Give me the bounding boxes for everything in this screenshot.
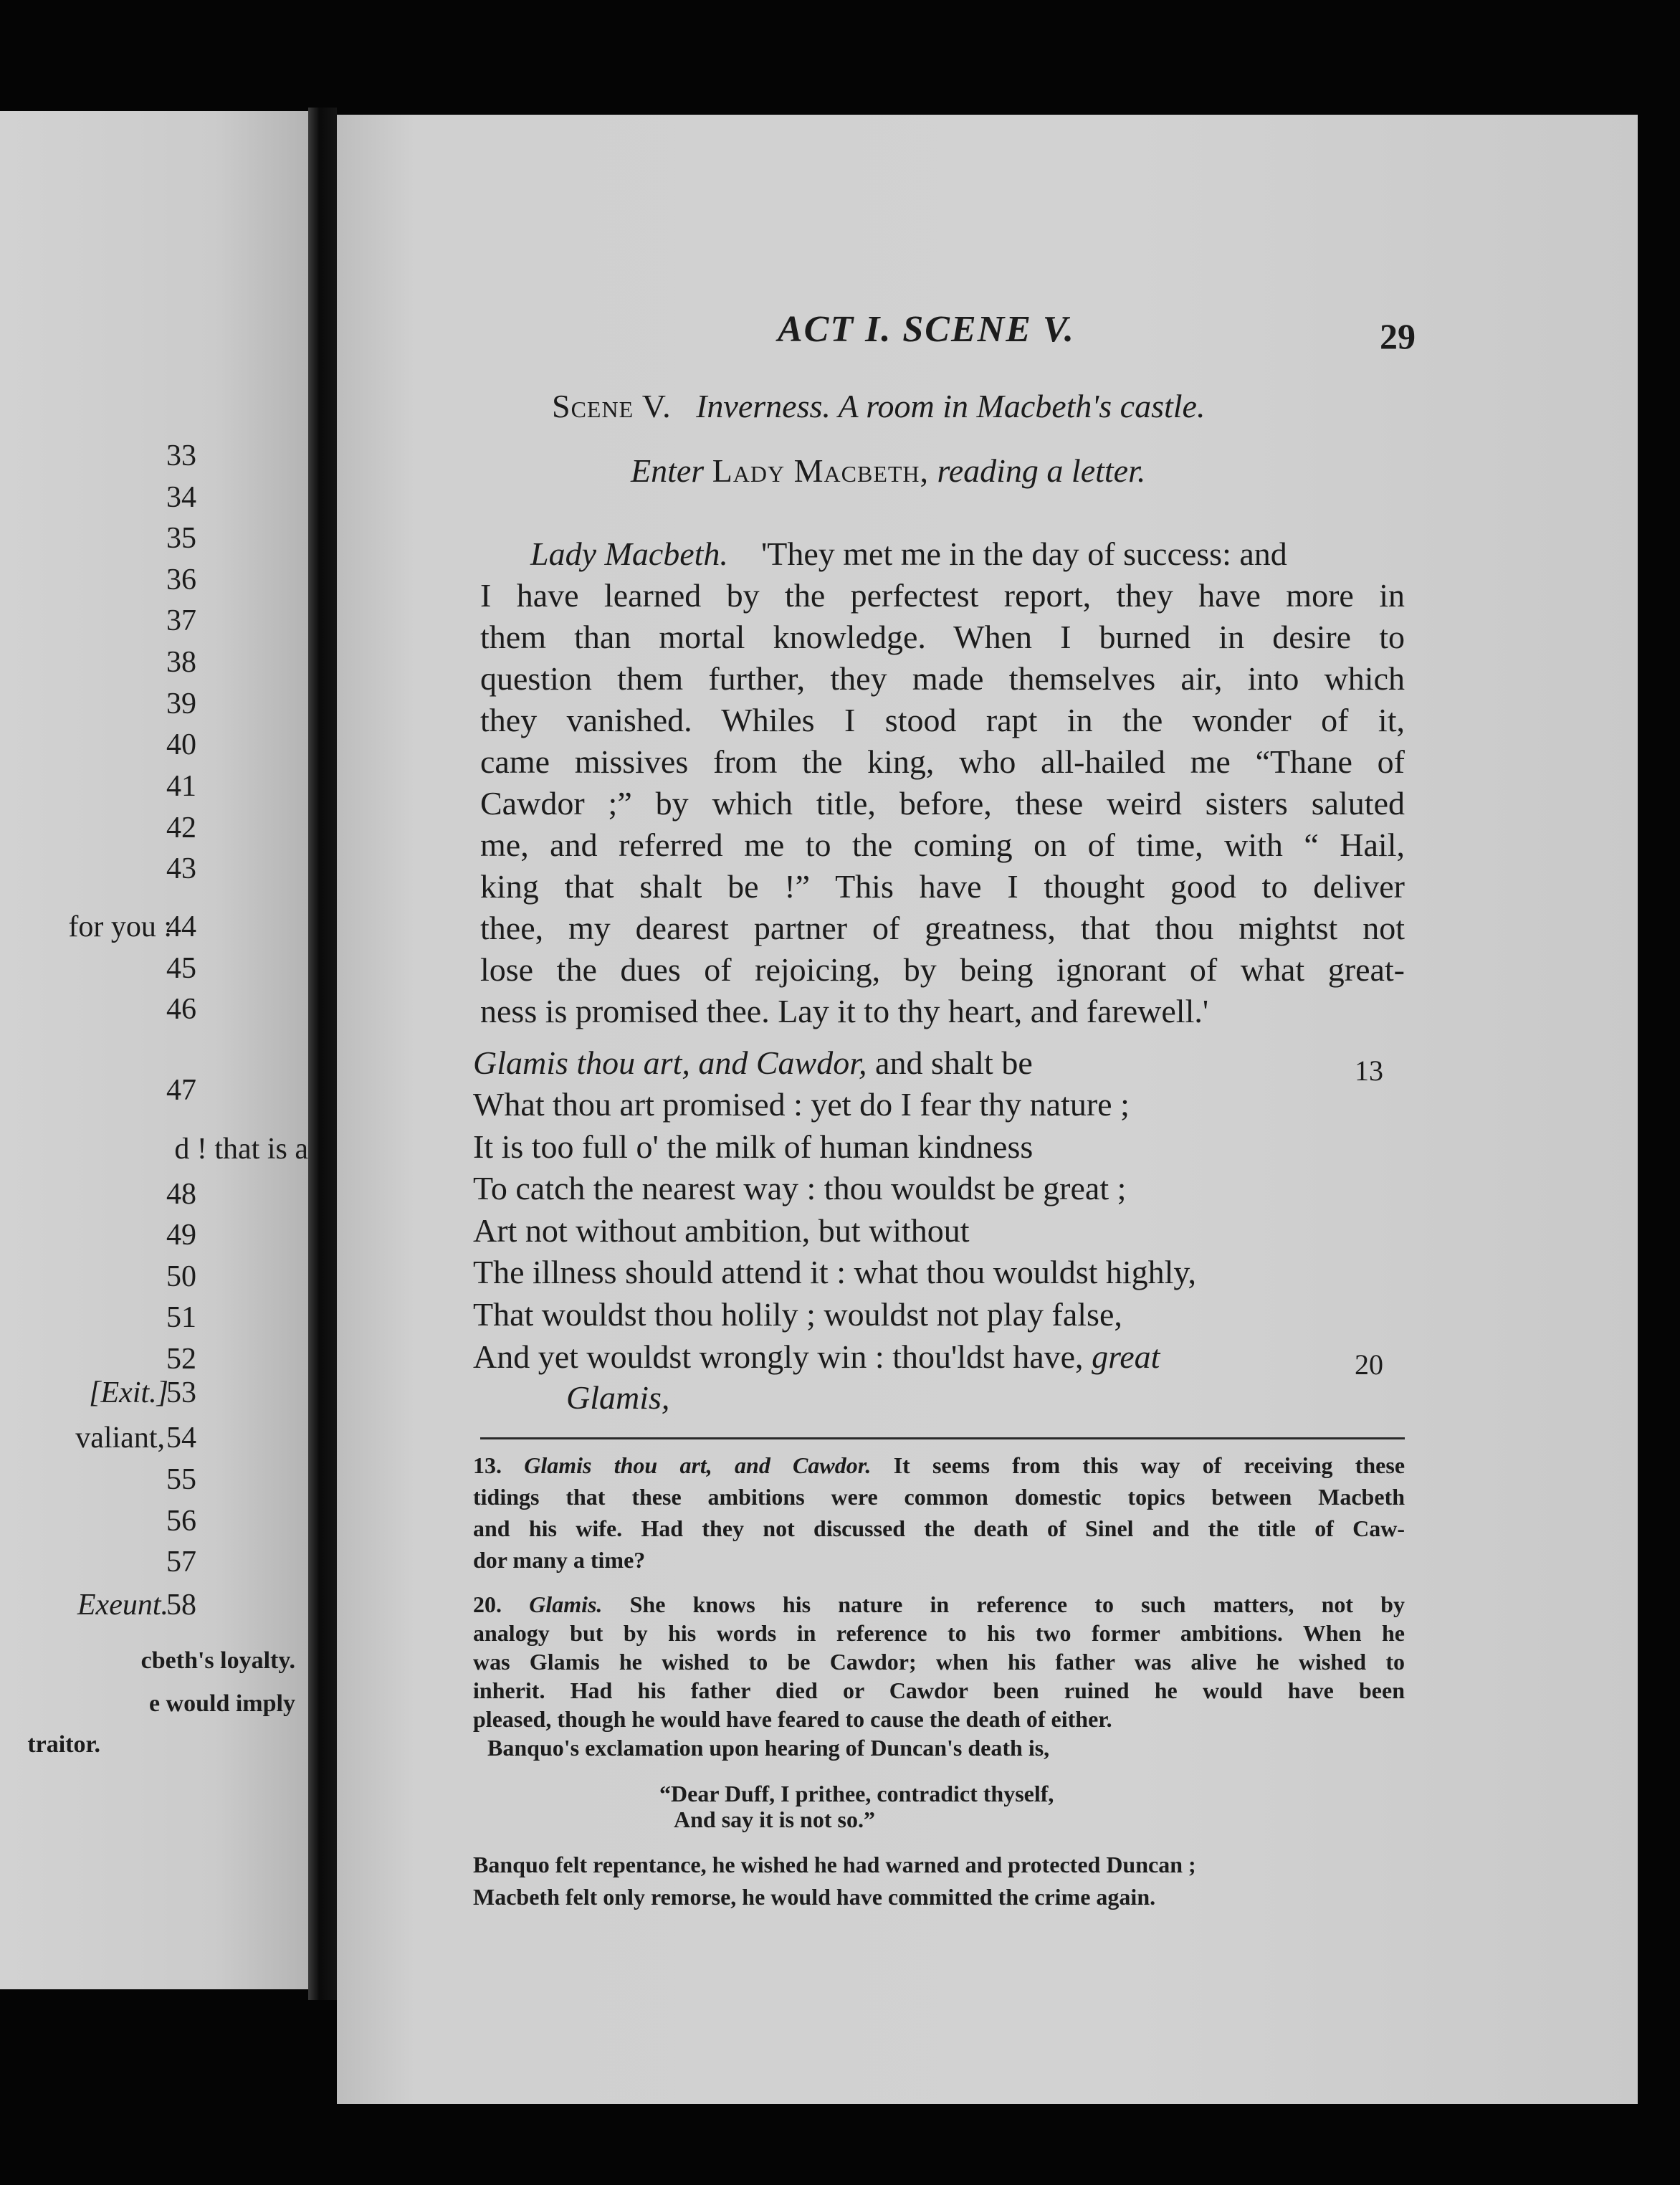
footnote-line: dor many a time? (473, 1547, 646, 1573)
left-line-number: 55 (166, 1463, 196, 1496)
left-line-number: 48 (166, 1178, 196, 1211)
verse-line: Art not without ambition, but without (473, 1211, 970, 1249)
footnote-line: was Glamis he wished to be Cawdor; when his father was alive he wished to (473, 1649, 1405, 1675)
left-line-number: 40 (166, 728, 196, 761)
left-line-number: 46 (166, 993, 196, 1026)
verse-continuation: Glamis, (566, 1379, 670, 1416)
verse-line: To catch the nearest way : thou wouldst be great ; (473, 1170, 1127, 1206)
left-text-that-is-a: d ! that is a (174, 1133, 308, 1166)
scene-label: Scene V. (552, 388, 672, 424)
footnote-20-first-line (473, 1593, 1405, 1616)
left-line-number: 53 (166, 1376, 196, 1409)
left-line-number: 58 (166, 1589, 196, 1622)
left-line-number: 54 (166, 1422, 196, 1455)
left-line-number: 56 (166, 1505, 196, 1538)
verse-line: What thou art promised : yet do I fear thy nature ; (473, 1086, 1130, 1123)
left-line-number: 50 (166, 1260, 196, 1293)
running-head: ACT I. SCENE V. (778, 309, 1075, 350)
prose-line: Cawdor ;” by which title, before, these weird sisters saluted (480, 785, 1405, 822)
left-line-number: 38 (166, 646, 196, 679)
verse-line: It is too full o' the milk of human kindness (473, 1128, 1034, 1165)
stage-action: reading a letter. (937, 452, 1146, 489)
stage-enter: Enter (631, 452, 705, 489)
left-line-number: 47 (166, 1074, 196, 1107)
left-text-exit: [Exit.] (89, 1376, 168, 1409)
prose-line: them than mortal knowledge. When I burned in desire to (480, 619, 1405, 655)
speaker-name: Lady Macbeth. (530, 535, 728, 572)
verse-rest: and shalt be (867, 1044, 1033, 1081)
left-line-number: 35 (166, 522, 196, 555)
left-footnote-line: e would imply (148, 1690, 295, 1717)
left-line-number: 33 (166, 439, 196, 472)
scene-place: Inverness. A room in Macbeth's castle. (696, 388, 1206, 424)
footnote-text: It seems from this way of receiving these (893, 1452, 1405, 1478)
left-line-number: 37 (166, 604, 196, 637)
stage-direction (631, 452, 1145, 490)
footnote-line: and his wife. Had they not discussed the death of Sinel and the title of Caw- (473, 1515, 1405, 1541)
left-line-number: 34 (166, 481, 196, 514)
left-line-number: 44 (166, 910, 196, 943)
prose-line: they vanished. Whiles I stood rapt in the wonder of it, (480, 702, 1405, 738)
left-line-number: 39 (166, 687, 196, 720)
scene-heading (552, 387, 1205, 425)
footnote-line: pleased, though he would have feared to cause the death of either. (473, 1706, 1112, 1732)
prose-line: thee, my dearest partner of greatness, that thou mightst not (480, 910, 1405, 946)
page-number: 29 (1380, 316, 1416, 356)
verse-line (473, 1338, 1160, 1375)
footnote-text: She knows his nature in reference to such matters, not by (629, 1591, 1405, 1617)
footnote-quote-line: “Dear Duff, I prithee, contradict thyself, (659, 1781, 1054, 1806)
prose-line: king that shalt be !” This have I thought good to deliver (480, 868, 1405, 905)
prose-first-line (530, 535, 1405, 572)
left-line-number: 49 (166, 1219, 196, 1252)
stage-character: Lady Macbeth, (712, 452, 930, 489)
verse-line: The illness should attend it : what thou wouldst highly, (473, 1254, 1196, 1290)
verse-line-number: 13 (1355, 1055, 1383, 1087)
footnote-ref: 13. (473, 1452, 502, 1478)
left-line-number: 57 (166, 1546, 196, 1579)
footnote-lemma: Glamis. (529, 1591, 603, 1617)
footnote-lemma: Glamis thou art, and Cawdor. (524, 1452, 872, 1478)
footnote-quote-line: And say it is not so.” (674, 1806, 875, 1832)
left-text-valiant: valiant, (75, 1422, 165, 1455)
left-line-number: 52 (166, 1343, 196, 1376)
prose-line: I have learned by the perfectest report, they have more in (480, 577, 1405, 614)
footnote-line: tidings that these ambitions were common domestic topics between Macbeth (473, 1484, 1405, 1510)
left-text-exeunt: Exeunt. (77, 1589, 168, 1622)
left-footnote-line: traitor. (27, 1731, 100, 1758)
prose-line: ness is promised thee. Lay it to thy heart, and farewell.' (480, 993, 1209, 1029)
scan-edge (1638, 108, 1680, 2115)
right-page (337, 115, 1638, 2104)
left-line-number: 42 (166, 811, 196, 844)
left-page (0, 111, 308, 1989)
footnote-rule (480, 1437, 1405, 1439)
verse-italic: great (1092, 1338, 1160, 1375)
verse-line (473, 1044, 1033, 1081)
book-gutter (308, 108, 337, 2000)
left-line-number: 36 (166, 563, 196, 596)
footnote-line: analogy but by his words in reference to his two former ambitions. When he (473, 1620, 1405, 1646)
verse-line-number: 20 (1355, 1348, 1383, 1381)
prose-line: question them further, they made themselves air, into which (480, 660, 1405, 697)
prose-line: 'They met me in the day of success: and (760, 535, 1287, 572)
footnote-13-first-line (473, 1454, 1405, 1477)
footnote-line: inherit. Had his father died or Cawdor been ruined he would have been (473, 1677, 1405, 1703)
prose-line: lose the dues of rejoicing, by being ignorant of what great- (480, 951, 1405, 988)
left-text-for-you: for you : (68, 910, 172, 943)
left-line-number: 51 (166, 1301, 196, 1334)
footnote-ref: 20. (473, 1591, 502, 1617)
verse-line: That wouldst thou holily ; wouldst not play false, (473, 1295, 1122, 1333)
left-line-number: 41 (166, 770, 196, 803)
verse-italic: Glamis thou art, and Cawdor, (473, 1044, 867, 1081)
prose-line: came missives from the king, who all-hailed me “Thane of (480, 743, 1405, 780)
left-footnote-line: cbeth's loyalty. (140, 1647, 295, 1674)
verse-plain: And yet wouldst wrongly win : thou'ldst have, (473, 1338, 1092, 1375)
left-line-number: 43 (166, 852, 196, 885)
footnote-closing-line: Banquo felt repentance, he wished he had warned and protected Duncan ; (473, 1852, 1196, 1877)
prose-line: me, and referred me to the coming on of time, with “ Hail, (480, 827, 1405, 863)
footnote-banquo-intro: Banquo's exclamation upon hearing of Duncan's death is, (487, 1735, 1050, 1761)
footnote-closing-line: Macbeth felt only remorse, he would have committed the crime again. (473, 1884, 1156, 1910)
left-line-number: 45 (166, 952, 196, 985)
